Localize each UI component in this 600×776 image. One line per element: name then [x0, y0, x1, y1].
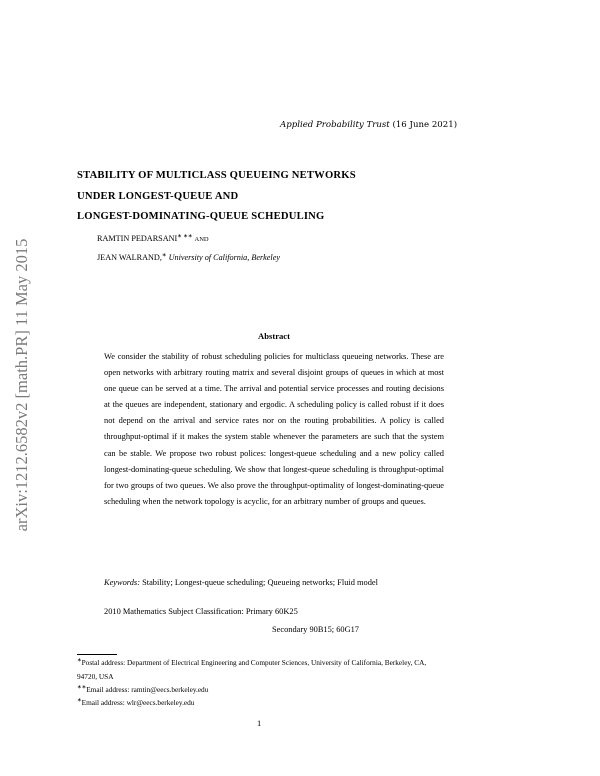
author-1: [97, 234, 209, 243]
author-2: [97, 253, 280, 262]
footnote-2-mark: ∗∗: [77, 684, 87, 691]
arxiv-stamp: [2, 195, 42, 575]
journal-date: (16 June 2021): [392, 120, 458, 130]
title-line-1: STABILITY OF MULTICLASS QUEUEING NETWORKS: [77, 170, 356, 181]
journal-name: Applied Probability Trust: [280, 120, 390, 130]
page-number: 1: [257, 718, 262, 728]
author-2-name: JEAN WALRAND,: [97, 253, 162, 262]
author-2-affiliation: University of California, Berkeley: [168, 253, 280, 262]
footnote-1-text: Postal address: Department of Electrical Engineering and Computer Sciences, University of California, Berkeley, CA, 94720, USA: [77, 658, 427, 681]
msc-secondary: Secondary 90B15; 60G17: [272, 625, 359, 634]
title-line-3: LONGEST-DOMINATING-QUEUE SCHEDULING: [77, 211, 325, 222]
footnote-3: [77, 696, 447, 710]
author-1-name: RAMTIN PEDARSANI: [97, 234, 178, 243]
abstract-body: [104, 349, 444, 510]
arxiv-stamp-text: arXiv:1212.6582v2 [math.PR] 11 May 2015: [12, 238, 31, 532]
author-1-marks: ∗ ∗∗: [177, 233, 193, 240]
footnote-2-text: Email address: ramtin@eecs.berkeley.edu: [86, 685, 209, 694]
footnote-1: [77, 656, 447, 683]
author-1-suffix: AND: [194, 236, 209, 243]
footnote-3-text: Email address: wlr@eecs.berkeley.edu: [81, 698, 195, 707]
abstract-heading: Abstract: [258, 331, 290, 341]
title-line-2: UNDER LONGEST-QUEUE AND: [77, 191, 239, 202]
msc-primary: 2010 Mathematics Subject Classification: Primary 60K25: [104, 607, 298, 616]
abstract-text: We consider the stability of robust scheduling policies for multiclass queueing networks. These are open networks with arbitrary routing matrix and several disjoint groups of queues in which at most one queue can be served at a time. The arrival and potential service processes and routing decisions at the queues are independent, stationary and ergodic. A scheduling policy is called robust if it does not depend on the arrival and service rates nor on the routing probabilities. A policy is called throughput-optimal if it makes the system stable whenever the parameters are such that the system can be stable. We propose two robust polices: longest-queue scheduling and a new policy called longest-dominating-queue scheduling. We show that longest-queue scheduling is throughput-optimal for two groups of two queues. We also prove the throughput-optimality of longest-dominating-queue scheduling when the network topology is acyclic, for an arbitrary number of groups and queues.: [104, 352, 444, 506]
footnote-2: [77, 683, 447, 697]
journal-header: [280, 120, 458, 130]
author-2-marks: ∗: [161, 252, 167, 259]
footnote-1-mark: ∗: [77, 657, 82, 664]
keywords-text: Stability; Longest-queue scheduling; Queueing networks; Fluid model: [142, 578, 378, 587]
footnote-3-mark: ∗: [77, 697, 82, 704]
footnote-rule: [77, 654, 117, 655]
keywords: [104, 575, 444, 591]
keywords-label: Keywords:: [104, 578, 140, 587]
